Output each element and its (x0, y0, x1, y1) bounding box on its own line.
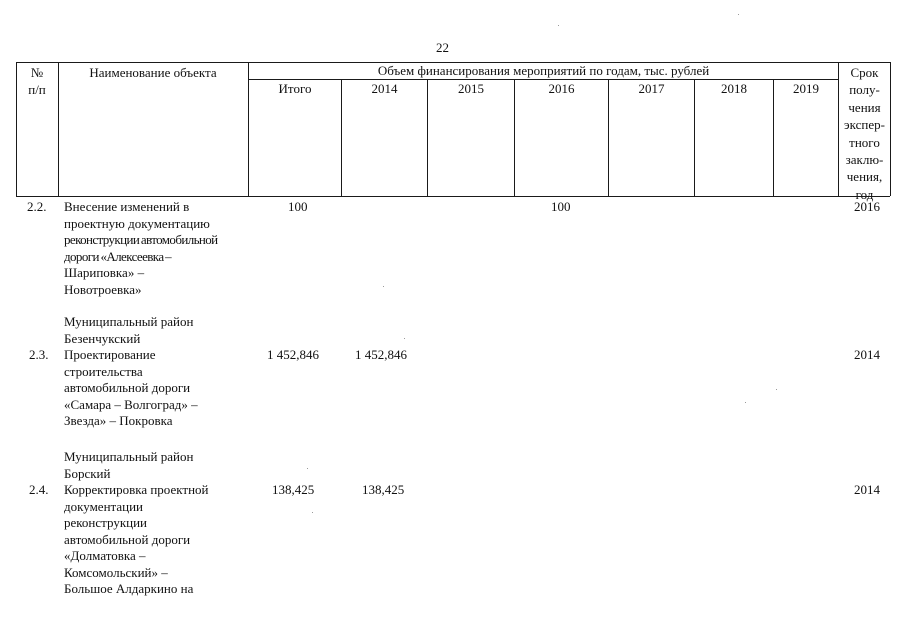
row-year-2016: 100 (551, 199, 571, 214)
header-year-2015: 2015 (458, 81, 484, 96)
header-number: № п/п (28, 65, 46, 97)
row-number: 2.4. (29, 482, 49, 497)
header-year-2017: 2017 (638, 81, 665, 96)
row-year-2014: 1 452,846 (355, 347, 407, 362)
row-district: Муниципальный район Безенчукский (64, 314, 194, 346)
header-object-name: Наименование объекта (89, 65, 217, 80)
row-total: 1 452,846 (267, 347, 319, 362)
row-year-2014: 138,425 (362, 482, 405, 497)
header-year-2016: 2016 (548, 81, 575, 96)
header-funding: Объем финансирования мероприятий по годам, тыс. рублей (377, 63, 710, 78)
row-name: Проектирование строительства автомобильной дороги «Самара – Волгоград» – Звезда» – Покровка (64, 347, 198, 428)
row-term: 2016 (854, 199, 880, 214)
row-district: Муниципальный район Борский (64, 449, 194, 481)
row-term: 2014 (854, 347, 880, 362)
header-year-total: Итого (278, 81, 312, 96)
row-total: 138,425 (272, 482, 315, 497)
row-name-condensed: реконструкции автомобильной дороги «Алексеевка – (64, 232, 218, 264)
row-number: 2.3. (29, 347, 49, 362)
row-name: Корректировка проектной документации реконструкции автомобильной дороги «Долматовка – Комсомольский» – Большое Алдаркино на (64, 482, 209, 596)
header-year-2019: 2019 (793, 81, 819, 96)
row-term: 2014 (854, 482, 880, 497)
row-name: Внесение изменений в проектную документацию (64, 199, 210, 231)
page-number: 22 (436, 40, 449, 55)
header-year-2018: 2018 (721, 81, 747, 96)
header-year-2014: 2014 (371, 81, 398, 96)
header-term: Срок полу- чения экспер- тного заклю- чения, год (844, 65, 885, 202)
row-name-tail: Шариповка» – Новотроевка» (64, 265, 145, 297)
row-total: 100 (288, 199, 308, 214)
row-number: 2.2. (27, 199, 47, 214)
